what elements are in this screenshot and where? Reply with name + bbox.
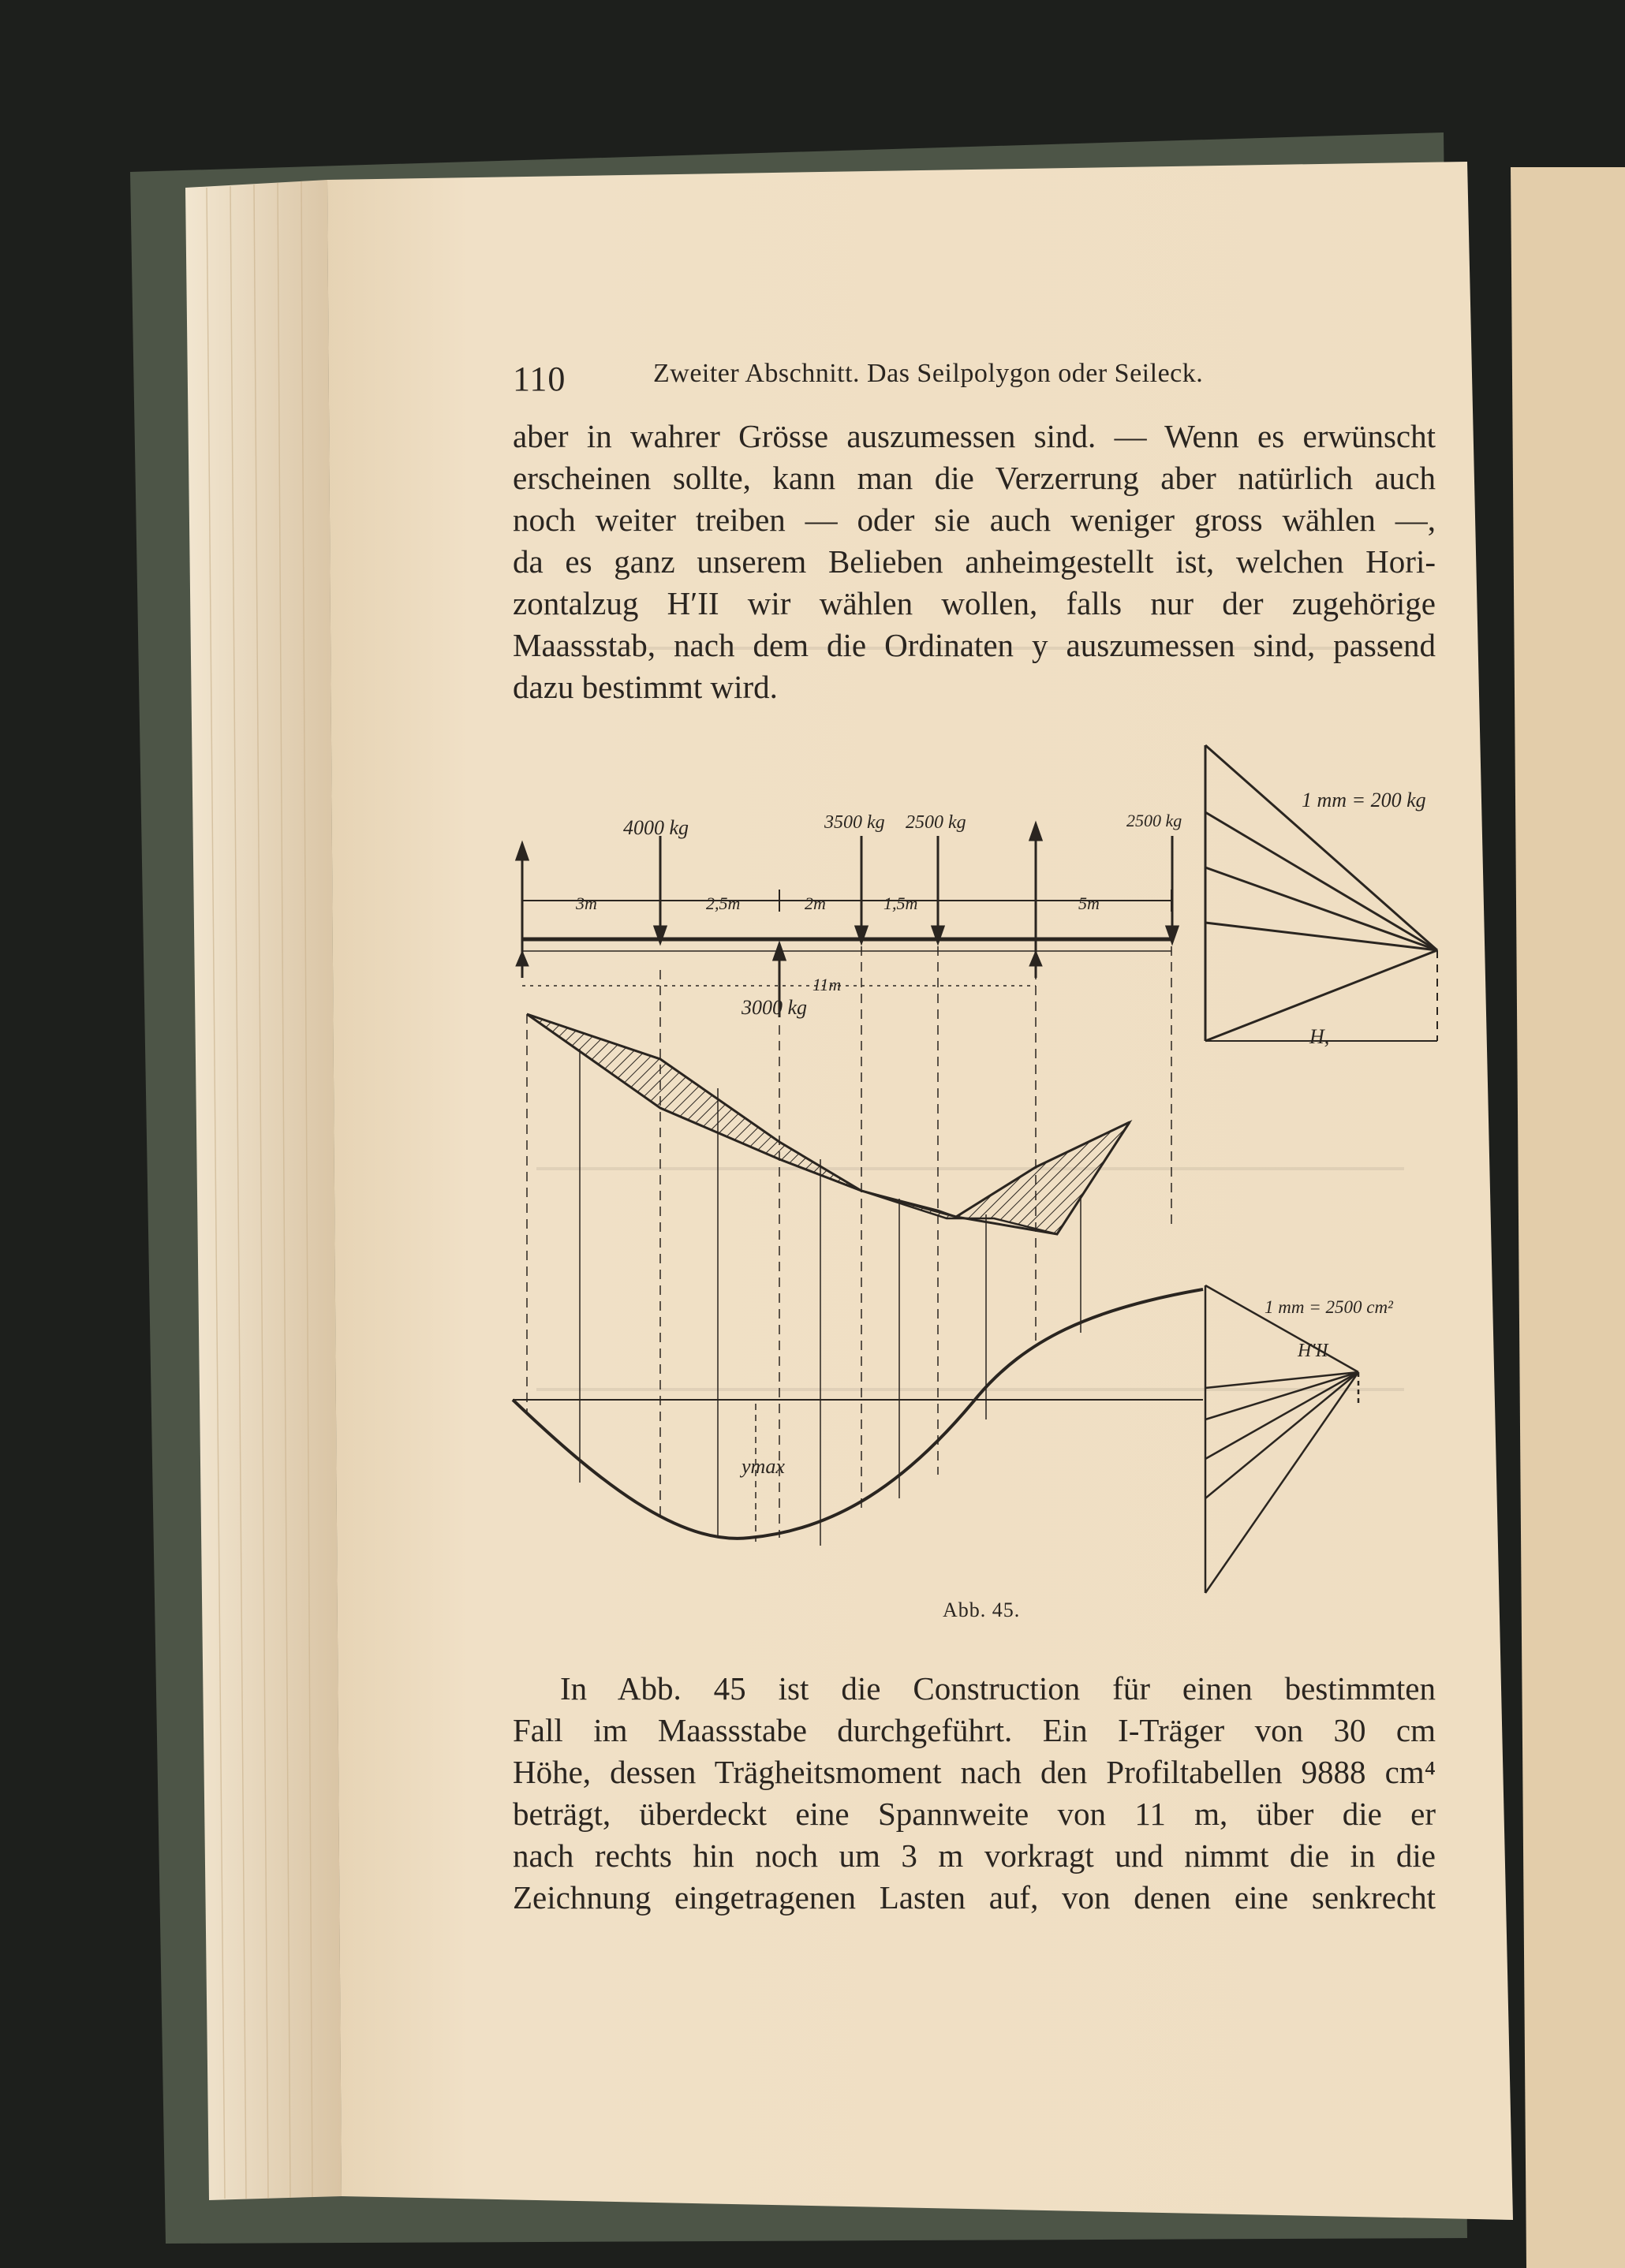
load-label: 2500 kg — [1126, 811, 1182, 830]
force-scale-label: 1 mm = 200 kg — [1302, 789, 1426, 811]
text-line: erscheinen sollte, kann man die Verzerrung aber natürlich auch — [513, 460, 1436, 496]
text-line: noch weiter treiben — oder sie auch weniger gross wählen —, — [513, 502, 1436, 538]
text-line: Fall im Maassstabe durchgeführt. Ein I-Träger von 30 cm — [513, 1712, 1436, 1748]
load-label: 3500 kg — [824, 812, 885, 833]
span-label: 11m — [812, 975, 842, 994]
span-label: 3m — [576, 893, 597, 913]
text-line: zontalzug H′II wir wählen wollen, falls nur der zugehörige — [513, 585, 1436, 621]
span-label: 5m — [1078, 893, 1100, 913]
load-label: 2500 kg — [906, 812, 966, 833]
paragraph-1 — [513, 416, 1436, 708]
text-line: da es ganz unserem Belieben anheimgestellt ist, welchen Hori- — [513, 543, 1436, 580]
text-line: In Abb. 45 ist die Construction für einen bestimmten — [560, 1670, 1436, 1707]
figure-caption: Abb. 45. — [943, 1598, 1021, 1621]
running-title: Zweiter Abschnitt. Das Seilpolygon oder Seileck. — [653, 359, 1204, 388]
text-line: Maassstab, nach dem die Ordinaten y auszumessen sind, passend — [513, 627, 1436, 663]
text-line: Zeichnung eingetragenen Lasten auf, von denen eine senkrecht — [513, 1879, 1436, 1915]
span-label: 1,5m — [883, 893, 918, 913]
span-label: 2,5m — [706, 893, 741, 913]
pole-distance-label: H′II — [1298, 1341, 1328, 1361]
paragraph-2 — [513, 1668, 1436, 1919]
text-line: aber in wahrer Grösse auszumessen sind. — Wenn es erwünscht — [513, 418, 1436, 454]
moment-scale-label: 1 mm = 2500 cm² — [1265, 1297, 1393, 1317]
text-line: dazu bestimmt wird. — [513, 669, 778, 705]
page-number: 110 — [513, 360, 566, 398]
load-label: 3000 kg — [742, 996, 808, 1019]
ymax-label: ymax — [742, 1455, 785, 1478]
text-line: nach rechts hin noch um 3 m vorkragt und nimmt die in die — [513, 1837, 1436, 1874]
next-page — [1511, 167, 1625, 2268]
text-line: beträgt, überdeckt eine Spannweite von 11 m, über die er — [513, 1796, 1436, 1832]
pole-distance-label: H, — [1309, 1025, 1330, 1048]
text-line: Höhe, dessen Trägheitsmoment nach den Profiltabellen 9888 cm⁴ — [513, 1754, 1436, 1790]
span-label: 2m — [805, 893, 826, 913]
load-label: 4000 kg — [623, 816, 689, 839]
